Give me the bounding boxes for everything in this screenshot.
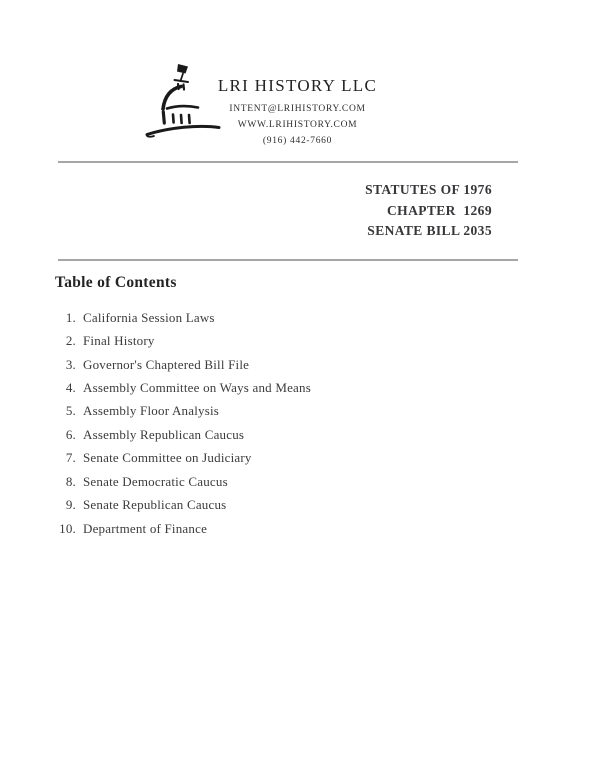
toc-item-label: Assembly Committee on Ways and Means xyxy=(83,380,311,396)
toc-item xyxy=(40,329,460,352)
toc-item xyxy=(40,470,460,493)
toc-item-label: Assembly Floor Analysis xyxy=(83,403,220,419)
divider-bottom xyxy=(58,259,518,261)
contact-block xyxy=(205,101,390,149)
toc-item xyxy=(40,423,460,446)
company-email: INTENT@LRIHISTORY.COM xyxy=(229,104,366,114)
toc-item-label: Senate Democratic Caucus xyxy=(83,473,228,489)
case-reference xyxy=(365,180,492,242)
divider-top xyxy=(58,161,518,163)
toc-item xyxy=(40,376,460,399)
toc-item-label: Senate Republican Caucus xyxy=(83,497,227,513)
flag-shape xyxy=(177,64,188,74)
toc-list xyxy=(40,306,460,540)
toc-item-label: Department of Finance xyxy=(83,520,208,536)
statutes-line: STATUTES OF 1976 xyxy=(365,182,492,197)
toc-item-label: Final History xyxy=(83,333,155,349)
toc-item xyxy=(40,447,460,470)
toc-item-label: Senate Committee on Judiciary xyxy=(83,450,252,466)
toc-item-label: Assembly Republican Caucus xyxy=(83,426,245,442)
chapter-line: CHAPTER 1269 xyxy=(387,202,492,218)
letterhead xyxy=(205,75,390,149)
toc-item-number: 8. xyxy=(65,473,76,489)
company-website: WWW.LRIHISTORY.COM xyxy=(237,120,358,130)
toc-item-number: 2. xyxy=(65,333,76,349)
toc-item-number: 3. xyxy=(65,356,76,372)
senate-bill-line: SENATE BILL 2035 xyxy=(367,223,492,238)
toc-item xyxy=(40,494,460,517)
toc-item-number: 7. xyxy=(65,450,76,466)
toc-item-number: 4. xyxy=(65,380,76,396)
toc-item-number: 9. xyxy=(65,497,76,513)
company-name: LRI HISTORY LLC xyxy=(217,76,378,95)
toc-item xyxy=(40,353,460,376)
toc-item xyxy=(40,517,460,540)
toc-item xyxy=(40,400,460,423)
toc-item xyxy=(40,306,460,329)
company-phone: (916) 442-7660 xyxy=(262,136,333,146)
toc-item-label: California Session Laws xyxy=(83,309,215,325)
toc-item-number: 10. xyxy=(59,520,76,536)
toc-item-label: Governor's Chaptered Bill File xyxy=(83,356,250,372)
toc-item-number: 5. xyxy=(65,403,76,419)
toc-title: Table of Contents xyxy=(55,274,177,291)
toc-item-number: 6. xyxy=(65,426,76,442)
toc-item-number: 1. xyxy=(65,309,76,325)
